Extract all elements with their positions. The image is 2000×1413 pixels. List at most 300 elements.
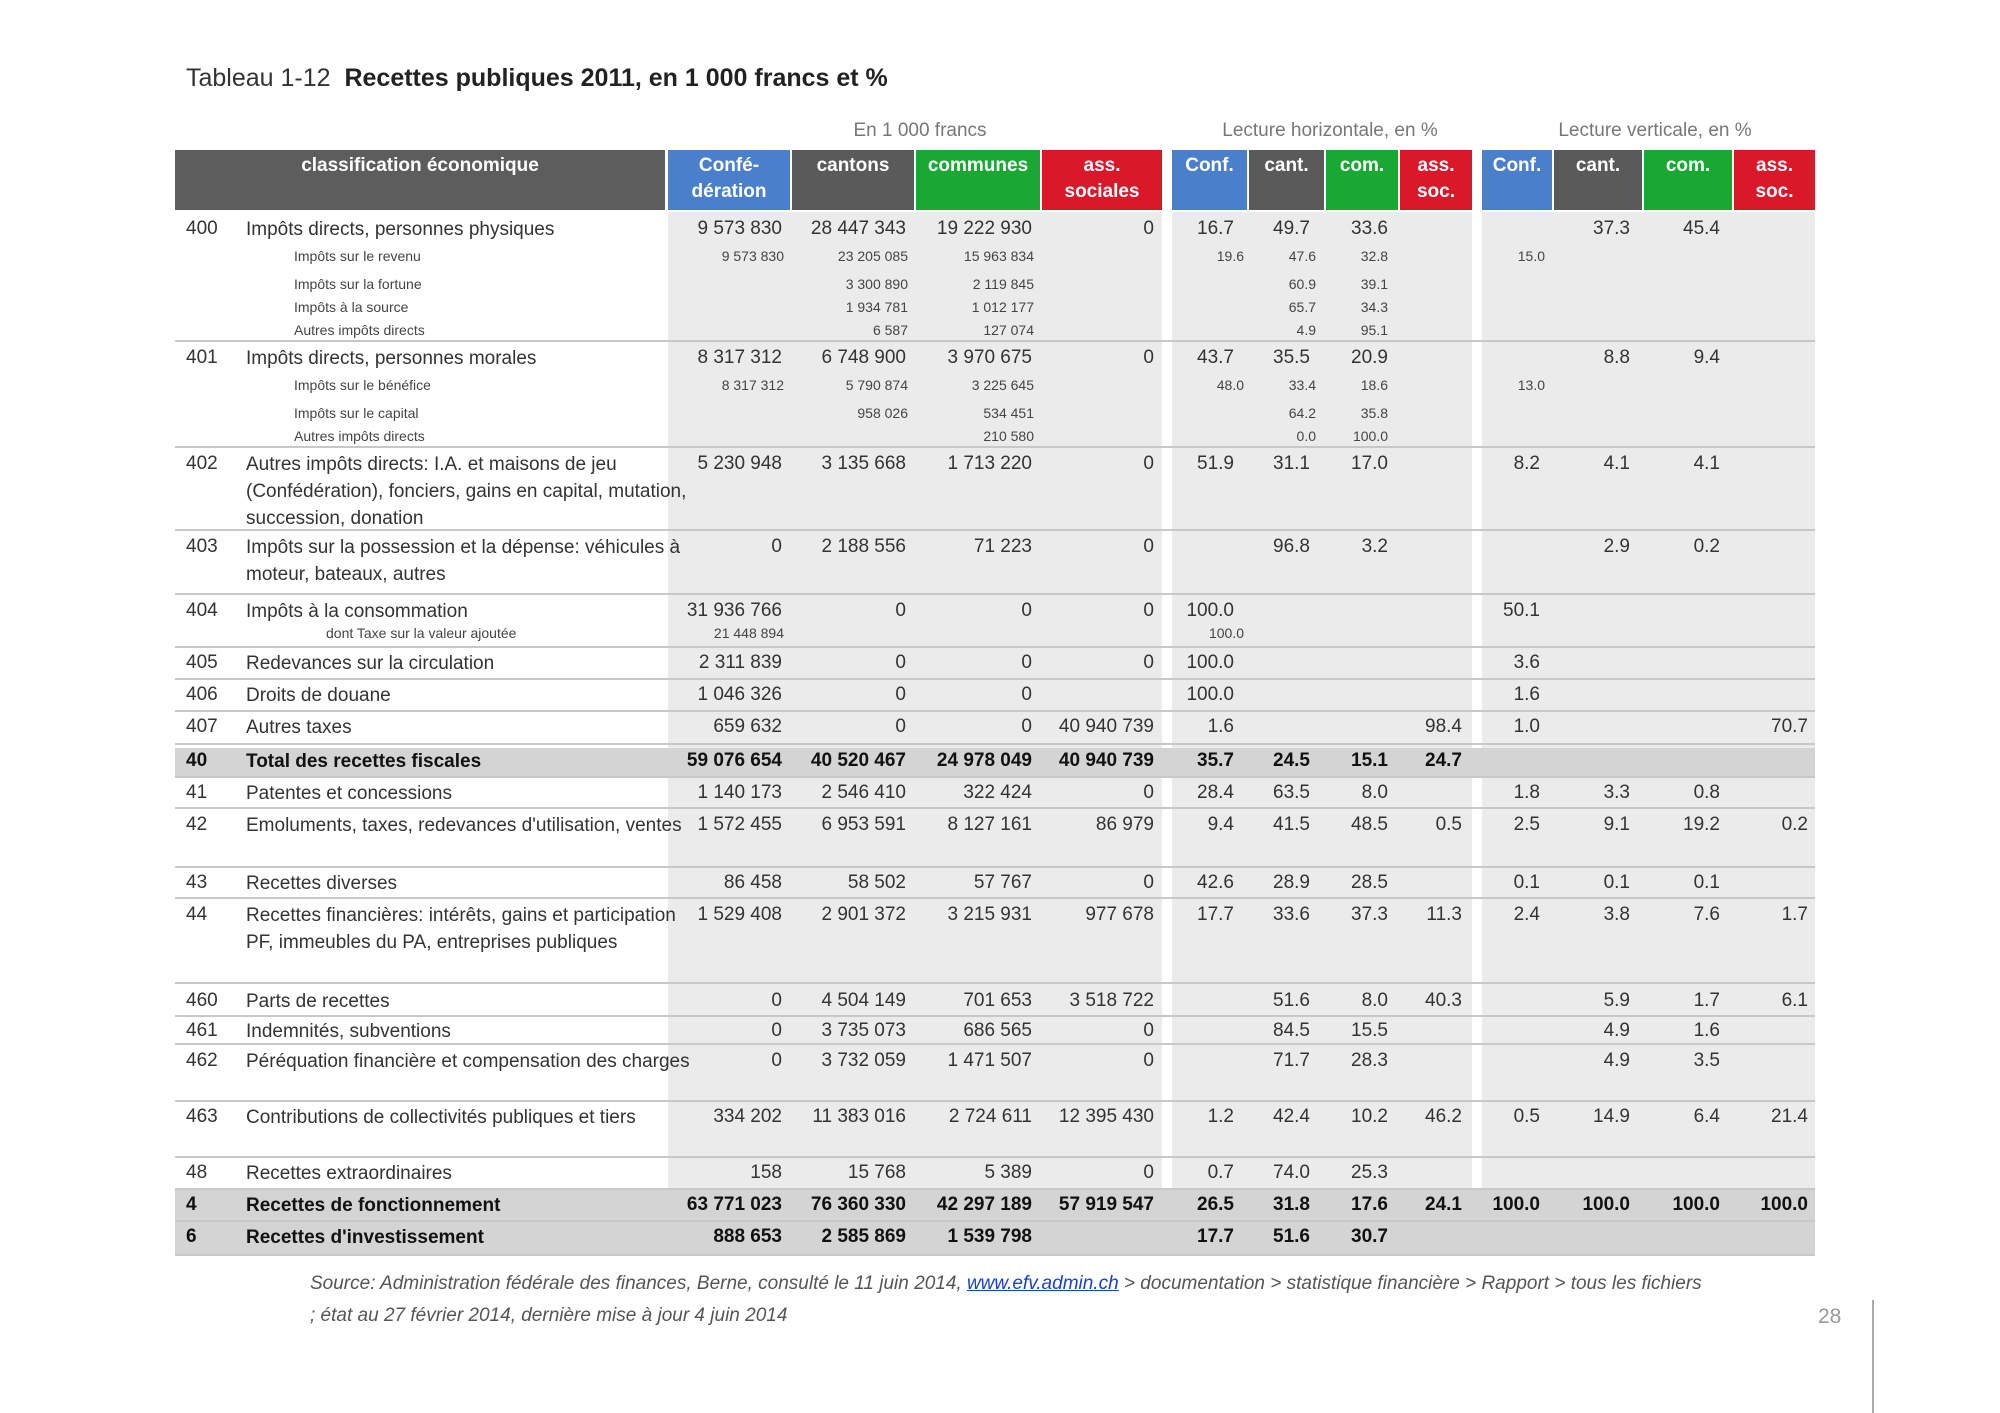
- table-cell: 158: [750, 1162, 782, 1183]
- source-note: [310, 1268, 1710, 1332]
- table-cell: 0.1: [1603, 872, 1630, 893]
- table-cell: 14.9: [1593, 1106, 1630, 1127]
- table-cell: 28.9: [1273, 872, 1310, 893]
- subrow-cell: 23 205 085: [837, 248, 908, 264]
- table-cell: 28 447 343: [810, 218, 906, 239]
- subrow-cell: 8 317 312: [721, 377, 784, 393]
- table-cell: 659 632: [713, 716, 782, 737]
- header-h-ass-line2: soc.: [1416, 181, 1456, 202]
- table-cell: 8.2: [1513, 453, 1540, 474]
- header-h-cant-label: cant.: [1264, 155, 1309, 176]
- table-cell: 0: [1143, 872, 1154, 893]
- table-cell: 24.1: [1425, 1194, 1462, 1215]
- table-cell: 1.7: [1781, 904, 1808, 925]
- table-cell: 19 222 930: [936, 218, 1032, 239]
- row-code: 462: [186, 1050, 218, 1071]
- table-cell: 51.6: [1273, 1226, 1310, 1247]
- table-cell: 1.7: [1693, 990, 1720, 1011]
- table-cell: 1.6: [1207, 716, 1234, 737]
- table-cell: 19.2: [1683, 814, 1720, 835]
- table-cell: 17.6: [1351, 1194, 1388, 1215]
- table-cell: 0: [1143, 652, 1154, 673]
- table-cell: 15.5: [1351, 1020, 1388, 1041]
- table-cell: 0: [1021, 652, 1032, 673]
- subrow-cell: 100.0: [1352, 428, 1388, 444]
- subrow-cell: 47.6: [1288, 248, 1316, 264]
- table-cell: 28.5: [1351, 872, 1388, 893]
- row-code: 41: [186, 782, 208, 803]
- subrow-cell: 15.0: [1517, 248, 1545, 264]
- header-h-ass-line1: ass.: [1417, 155, 1455, 176]
- table-cell: 37.3: [1351, 904, 1388, 925]
- table-cell: 701 653: [963, 990, 1032, 1011]
- table-cell: 1.6: [1513, 684, 1540, 705]
- table-cell: 3 732 059: [821, 1050, 906, 1071]
- table-cell: 0.8: [1693, 782, 1720, 803]
- table-cell: 9.1: [1603, 814, 1630, 835]
- header-assurances-sociales: [1042, 150, 1162, 210]
- table-cell: 2 546 410: [821, 782, 906, 803]
- table-cell: 3.5: [1693, 1050, 1720, 1071]
- table-cell: 51.9: [1197, 453, 1234, 474]
- table-cell: 71 223: [973, 536, 1032, 557]
- row-code: 48: [186, 1162, 208, 1183]
- table-cell: 1 539 798: [947, 1226, 1032, 1247]
- subrow-cell: 3 225 645: [971, 377, 1034, 393]
- row-divider: [175, 710, 1815, 712]
- table-cell: 6 953 591: [821, 814, 906, 835]
- subrow-cell: 39.1: [1360, 276, 1388, 292]
- table-cell: 35.7: [1197, 750, 1234, 771]
- table-cell: 9.4: [1207, 814, 1234, 835]
- row-label: Autres taxes: [246, 717, 352, 738]
- table-cell: 100.0: [1760, 1194, 1808, 1215]
- header-communes: [916, 150, 1040, 210]
- table-cell: 6 748 900: [821, 347, 906, 368]
- row-label: Impôts directs, personnes morales: [246, 348, 537, 369]
- header-h-com-label: com.: [1339, 155, 1385, 176]
- table-cell: 100.0: [1186, 684, 1234, 705]
- subrow-cell: 65.7: [1288, 299, 1316, 315]
- subrow-cell: 95.1: [1360, 322, 1388, 338]
- row-code: 6: [186, 1226, 197, 1247]
- row-code: 404: [186, 600, 218, 621]
- row-label: Patentes et concessions: [246, 783, 452, 804]
- table-cell: 40 520 467: [810, 750, 906, 771]
- table-cell: 8.0: [1361, 782, 1388, 803]
- table-cell: 977 678: [1085, 904, 1154, 925]
- subrow-cell: 34.3: [1360, 299, 1388, 315]
- row-divider: [175, 1254, 1815, 1256]
- table-cell: 8.0: [1361, 990, 1388, 1011]
- subrow-cell: 32.8: [1360, 248, 1388, 264]
- table-cell: 26.5: [1197, 1194, 1234, 1215]
- header-h-ass: [1400, 150, 1472, 210]
- row-divider: [175, 897, 1815, 899]
- group-label-horizontal: Lecture horizontale, en %: [1222, 120, 1438, 141]
- table-cell: 28.4: [1197, 782, 1234, 803]
- table-cell: 17.0: [1351, 453, 1388, 474]
- table-cell: 100.0: [1582, 1194, 1630, 1215]
- table-cell: 5 389: [984, 1162, 1032, 1183]
- table-cell: 24.5: [1273, 750, 1310, 771]
- table-cell: 0: [895, 684, 906, 705]
- table-cell: 25.3: [1351, 1162, 1388, 1183]
- table-cell: 3.6: [1513, 652, 1540, 673]
- table-cell: 74.0: [1273, 1162, 1310, 1183]
- table-cell: 0: [771, 536, 782, 557]
- source-link[interactable]: www.efv.admin.ch: [966, 1273, 1119, 1294]
- table-cell: 11 383 016: [812, 1106, 906, 1127]
- header-conf-line1: Confé-: [698, 155, 760, 176]
- subrow-cell: 1 012 177: [971, 299, 1034, 315]
- table-cell: 100.0: [1186, 600, 1234, 621]
- table-cell: 42.6: [1197, 872, 1234, 893]
- table-cell: 42 297 189: [936, 1194, 1032, 1215]
- table-cell: 0: [771, 990, 782, 1011]
- row-label: Recettes d'investissement: [246, 1227, 484, 1248]
- row-code: 400: [186, 218, 218, 239]
- table-cell: 63.5: [1273, 782, 1310, 803]
- source-text: Source: Administration fédérale des finances, Berne, consulté le 11 juin 2014,: [310, 1273, 967, 1294]
- header-h-com: [1326, 150, 1398, 210]
- row-label: Parts de recettes: [246, 991, 390, 1012]
- table-cell: 1 713 220: [947, 453, 1032, 474]
- table-cell: 4.1: [1603, 453, 1630, 474]
- table-cell: 10.2: [1351, 1106, 1388, 1127]
- header-v-ass-line2: soc.: [1755, 181, 1794, 202]
- table-cell: 6.1: [1781, 990, 1808, 1011]
- table-cell: 50.1: [1503, 600, 1540, 621]
- subrow-cell: 48.0: [1216, 377, 1244, 393]
- table-cell: 86 979: [1095, 814, 1154, 835]
- row-divider: [175, 982, 1815, 984]
- table-cell: 49.7: [1273, 218, 1310, 239]
- header-v-conf-label: Conf.: [1492, 155, 1542, 176]
- table-cell: 57 919 547: [1058, 1194, 1154, 1215]
- subrow-cell: 127 074: [983, 322, 1034, 338]
- table-cell: 0.5: [1513, 1106, 1540, 1127]
- table-cell: 4.1: [1693, 453, 1720, 474]
- table-cell: 3 135 668: [821, 453, 906, 474]
- table-cell: 3.3: [1603, 782, 1630, 803]
- row-code: 403: [186, 536, 218, 557]
- table-cell: 0: [1143, 1162, 1154, 1183]
- table-cell: 0: [895, 600, 906, 621]
- table-cell: 2.9: [1603, 536, 1630, 557]
- header-communes-label: communes: [927, 155, 1029, 176]
- table-cell: 42.4: [1273, 1106, 1310, 1127]
- header-v-cant: [1554, 150, 1642, 210]
- header-classification: [175, 150, 665, 210]
- subrow-cell: 4.9: [1296, 322, 1316, 338]
- table-cell: 0.5: [1435, 814, 1462, 835]
- table-cell: 3.8: [1603, 904, 1630, 925]
- subrow-cell: 33.4: [1288, 377, 1316, 393]
- header-ass-line2: sociales: [1064, 181, 1140, 202]
- table-cell: 3 518 722: [1069, 990, 1154, 1011]
- row-divider: [175, 593, 1815, 595]
- table-cell: 35.5: [1273, 347, 1310, 368]
- table-cell: 0: [1143, 600, 1154, 621]
- table-cell: 31.1: [1273, 453, 1310, 474]
- table-cell: 48.5: [1351, 814, 1388, 835]
- table-cell: 8 317 312: [697, 347, 782, 368]
- table-cell: 5.9: [1603, 990, 1630, 1011]
- table-cell: 1.2: [1207, 1106, 1234, 1127]
- table-cell: 100.0: [1672, 1194, 1720, 1215]
- table-cell: 98.4: [1425, 716, 1462, 737]
- table-cell: 5 230 948: [697, 453, 782, 474]
- header-cantons-label: cantons: [816, 155, 890, 176]
- table-cell: 40.3: [1425, 990, 1462, 1011]
- table-cell: 3 970 675: [947, 347, 1032, 368]
- table-cell: 37.3: [1593, 218, 1630, 239]
- table-cell: 4.9: [1603, 1050, 1630, 1071]
- row-label: Autres impôts directs: I.A. et maisons de jeu (Confédération), fonciers, gains en capital, mutation, succession, donation: [246, 454, 687, 529]
- row-code: 43: [186, 872, 208, 893]
- table-cell: 686 565: [963, 1020, 1032, 1041]
- source-text-2: > documentation > statistique financière > Rapport > tous les fichiers ; état au 27 février 2014, dernière mise à jour 4 juin 2014: [310, 1273, 1702, 1326]
- row-label: Recettes diverses: [246, 873, 398, 894]
- subrow-label: Autres impôts directs: [294, 428, 425, 444]
- row-code: 42: [186, 814, 208, 835]
- row-label: Impôts sur la possession et la dépense: véhicules à moteur, bateaux, autres: [246, 537, 681, 585]
- table-cell: 43.7: [1197, 347, 1234, 368]
- table-cell: 1 529 408: [697, 904, 782, 925]
- table-cell: 0.1: [1513, 872, 1540, 893]
- subrow-cell: 2 119 845: [972, 276, 1034, 292]
- table-cell: 2 724 611: [948, 1106, 1032, 1127]
- subrow-cell: 13.0: [1517, 377, 1545, 393]
- table-cell: 888 653: [713, 1226, 782, 1247]
- table-cell: 0: [1143, 536, 1154, 557]
- row-label: Emoluments, taxes, redevances d'utilisation, ventes: [246, 815, 682, 836]
- row-label: Indemnités, subventions: [246, 1021, 451, 1042]
- table-cell: 9 573 830: [697, 218, 782, 239]
- table-cell: 16.7: [1197, 218, 1234, 239]
- table-cell: 2 188 556: [821, 536, 906, 557]
- table-cell: 17.7: [1197, 1226, 1234, 1247]
- header-conf-line2: dération: [691, 181, 767, 202]
- table-cell: 15 768: [847, 1162, 906, 1183]
- table-cell: 100.0: [1186, 652, 1234, 673]
- row-divider: [175, 776, 1815, 778]
- header-v-conf: [1482, 150, 1552, 210]
- table-cell: 0: [1143, 453, 1154, 474]
- table-cell: 0: [771, 1020, 782, 1041]
- row-divider: [175, 646, 1815, 648]
- table-cell: 6.4: [1693, 1106, 1720, 1127]
- row-divider: [175, 866, 1815, 868]
- row-divider: [175, 1156, 1815, 1158]
- table-cell: 0: [1143, 218, 1154, 239]
- table-cell: 1.0: [1513, 716, 1540, 737]
- table-cell: 1 471 507: [947, 1050, 1032, 1071]
- subrow-cell: 6 587: [872, 322, 908, 338]
- subrow-label: dont Taxe sur la valeur ajoutée: [326, 625, 517, 641]
- subrow-cell: 0.0: [1296, 428, 1316, 444]
- subrow-label: Impôts sur le capital: [294, 405, 419, 421]
- row-label: Contributions de collectivités publiques et tiers: [246, 1107, 636, 1128]
- subrow-cell: 18.6: [1360, 377, 1388, 393]
- table-cell: 1.6: [1693, 1020, 1720, 1041]
- subrow-cell: 100.0: [1208, 625, 1244, 641]
- subrow-cell: 64.2: [1288, 405, 1316, 421]
- table-cell: 3 215 931: [947, 904, 1032, 925]
- table-cell: 0: [1021, 684, 1032, 705]
- row-code: 405: [186, 652, 218, 673]
- header-ass-line1: ass.: [1083, 155, 1121, 176]
- table-cell: 0: [895, 652, 906, 673]
- table-cell: 51.6: [1273, 990, 1310, 1011]
- row-code: 401: [186, 347, 218, 368]
- header-classification-label: classification économique: [301, 155, 539, 176]
- table-cell: 0.2: [1781, 814, 1808, 835]
- table-cell: 3.2: [1361, 536, 1388, 557]
- table-cell: 7.6: [1693, 904, 1720, 925]
- subrow-cell: 1 934 781: [845, 299, 908, 315]
- subrow-cell: 958 026: [857, 405, 908, 421]
- subrow-label: Impôts sur la fortune: [294, 276, 422, 292]
- table-cell: 41.5: [1273, 814, 1310, 835]
- subrow-cell: 21 448 894: [713, 625, 784, 641]
- table-cell: 2 585 869: [821, 1226, 906, 1247]
- subrow-label: Autres impôts directs: [294, 322, 425, 338]
- row-divider: [175, 678, 1815, 680]
- table-cell: 76 360 330: [810, 1194, 906, 1215]
- header-v-ass: [1734, 150, 1815, 210]
- table-cell: 40 940 739: [1058, 716, 1154, 737]
- row-label: Recettes de fonctionnement: [246, 1195, 501, 1216]
- header-h-cant: [1249, 150, 1324, 210]
- table-cell: 71.7: [1273, 1050, 1310, 1071]
- table-cell: 2 901 372: [821, 904, 906, 925]
- subrow-label: Impôts sur le revenu: [294, 248, 421, 264]
- subrow-cell: 5 790 874: [845, 377, 908, 393]
- row-code: 40: [186, 750, 208, 771]
- table-cell: 15.1: [1351, 750, 1388, 771]
- table-cell: 0: [895, 716, 906, 737]
- group-label-vertical: Lecture verticale, en %: [1558, 120, 1752, 141]
- table-cell: 11.3: [1426, 904, 1462, 925]
- row-label: Péréquation financière et compensation des charges: [246, 1051, 690, 1072]
- subrow-cell: 35.8: [1360, 405, 1388, 421]
- table-cell: 31 936 766: [686, 600, 782, 621]
- header-v-com-label: com.: [1665, 155, 1711, 176]
- header-v-com: [1644, 150, 1732, 210]
- table-cell: 1 046 326: [697, 684, 782, 705]
- table-cell: 24 978 049: [936, 750, 1032, 771]
- table-cell: 0: [771, 1050, 782, 1071]
- row-label: Droits de douane: [246, 685, 391, 706]
- table-cell: 3 735 073: [821, 1020, 906, 1041]
- table-cell: 1 140 173: [697, 782, 782, 803]
- header-v-cant-label: cant.: [1575, 155, 1621, 176]
- table-cell: 0.1: [1693, 872, 1720, 893]
- table-cell: 33.6: [1273, 904, 1310, 925]
- header-h-conf: [1172, 150, 1247, 210]
- table-cell: 0: [1143, 1050, 1154, 1071]
- table-cell: 20.9: [1351, 347, 1388, 368]
- row-code: 463: [186, 1106, 218, 1127]
- table-cell: 21.4: [1771, 1106, 1808, 1127]
- subrow-cell: 15 963 834: [963, 248, 1034, 264]
- subrow-cell: 9 573 830: [721, 248, 784, 264]
- page-number: 28: [1818, 1305, 1842, 1328]
- subrow-cell: 3 300 890: [845, 276, 908, 292]
- row-code: 460: [186, 990, 218, 1011]
- row-divider: [175, 1220, 1815, 1222]
- row-divider: [175, 807, 1815, 809]
- table-cell: 31.8: [1273, 1194, 1310, 1215]
- row-code: 44: [186, 904, 208, 925]
- table-cell: 0.2: [1693, 536, 1720, 557]
- table-cell: 0: [1021, 600, 1032, 621]
- row-code: 4: [186, 1194, 197, 1215]
- row-label: Recettes financières: intérêts, gains et participation PF, immeubles du PA, entreprises publiques: [246, 905, 676, 953]
- group-label-francs: En 1 000 francs: [853, 120, 987, 141]
- row-divider: [175, 1015, 1815, 1017]
- row-divider: [175, 1188, 1815, 1190]
- table-cell: 40 940 739: [1058, 750, 1154, 771]
- row-divider: [175, 1100, 1815, 1102]
- table-cell: 84.5: [1273, 1020, 1310, 1041]
- table-cell: 28.3: [1351, 1050, 1388, 1071]
- header-confederation: [668, 150, 790, 210]
- table-cell: 8.8: [1603, 347, 1630, 368]
- subrow-cell: 19.6: [1216, 248, 1244, 264]
- subrow-label: Impôts à la source: [294, 299, 409, 315]
- subrow-cell: 210 580: [983, 428, 1034, 444]
- table-cell: 0: [1143, 782, 1154, 803]
- table-heading: Recettes publiques 2011, en 1 000 francs et %: [344, 64, 888, 92]
- table-cell: 8 127 161: [947, 814, 1032, 835]
- table-cell: 2.4: [1513, 904, 1540, 925]
- row-label: Redevances sur la circulation: [246, 653, 495, 674]
- table-cell: 2.5: [1513, 814, 1540, 835]
- table-cell: 1 572 455: [697, 814, 782, 835]
- row-code: 402: [186, 453, 218, 474]
- table-cell: 24.7: [1425, 750, 1462, 771]
- table-cell: 1.8: [1513, 782, 1540, 803]
- subrow-cell: 534 451: [983, 405, 1034, 421]
- table-cell: 0: [1021, 716, 1032, 737]
- row-divider: [175, 743, 1815, 745]
- table-cell: 70.7: [1771, 716, 1808, 737]
- row-label: Impôts directs, personnes physiques: [246, 219, 555, 240]
- row-code: 406: [186, 684, 218, 705]
- table-cell: 96.8: [1273, 536, 1310, 557]
- subrow-cell: 60.9: [1288, 276, 1316, 292]
- table-cell: 4 504 149: [821, 990, 906, 1011]
- table-cell: 4.9: [1603, 1020, 1630, 1041]
- table-cell: 17.7: [1197, 904, 1234, 925]
- margin-rule: [1872, 1300, 1874, 1413]
- table-cell: 57 767: [973, 872, 1032, 893]
- table-cell: 45.4: [1683, 218, 1720, 239]
- table-cell: 86 458: [723, 872, 782, 893]
- table-cell: 100.0: [1492, 1194, 1540, 1215]
- table-cell: 0: [1143, 1020, 1154, 1041]
- table-cell: 63 771 023: [686, 1194, 782, 1215]
- table-number: Tableau 1-12: [186, 64, 331, 92]
- subrow-label: Impôts sur le bénéfice: [294, 377, 431, 393]
- table-cell: 30.7: [1351, 1226, 1388, 1247]
- table-cell: 59 076 654: [686, 750, 782, 771]
- table-cell: 58 502: [847, 872, 906, 893]
- row-code: 461: [186, 1020, 218, 1041]
